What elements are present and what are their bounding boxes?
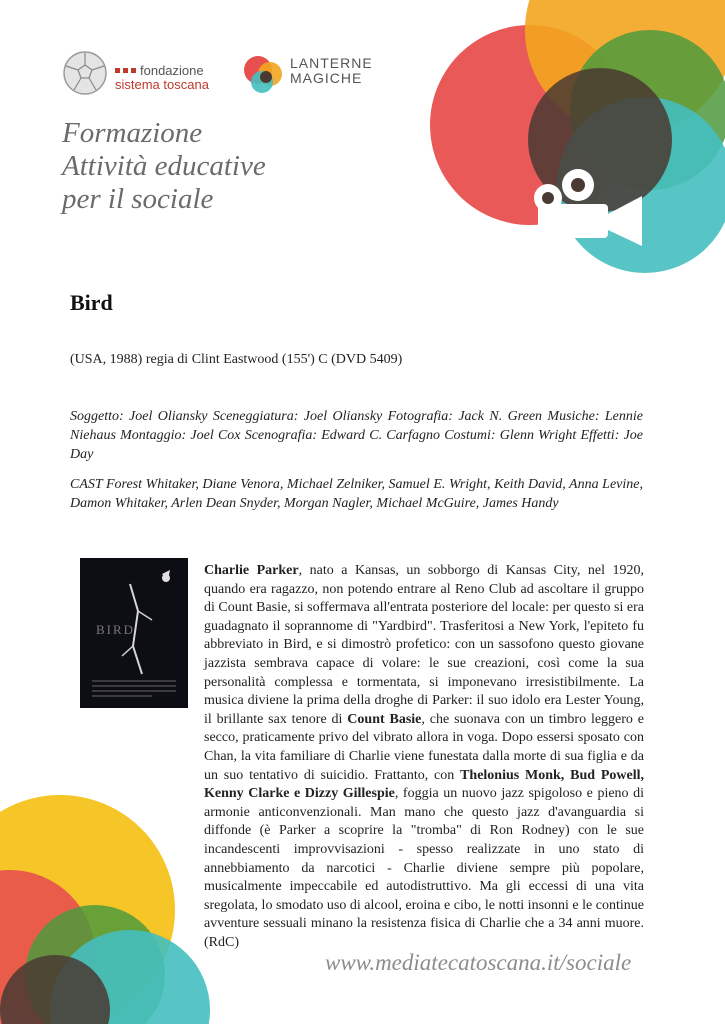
sistema-toscana-label: sistema toscana — [115, 77, 209, 92]
colorful-circles-icon — [240, 52, 286, 98]
section-title-line1: Formazione — [62, 117, 203, 149]
film-title: Bird — [70, 290, 113, 315]
section-title-line2: Attività educative — [62, 150, 266, 182]
magiche-label: MAGICHE — [290, 70, 363, 86]
fondazione-label: fondazione — [140, 63, 204, 78]
lanterne-label: LANTERNE — [290, 55, 373, 71]
decorative-circles-bottom — [0, 780, 230, 1024]
lanterne-magiche-logo — [240, 50, 380, 100]
synopsis — [204, 562, 644, 952]
film-credits: Soggetto: Joel Oliansky Sceneggiatura: Joel Oliansky Fotografia: Jack N. Green Musiche: Lennie Niehaus Montaggio: Joel Cox Scenografia: Edward C. Carfagno Costumi: Glenn Wright Effetti: Joe Day — [70, 409, 643, 462]
synopsis-bold-3: Thelonius Monk, Bud Powell, Kenny Clarke e Dizzy Gillespie — [204, 767, 644, 802]
section-title-line3: per il sociale — [62, 183, 214, 215]
squares-mark — [115, 68, 137, 74]
fondazione-logo — [62, 48, 212, 98]
synopsis-bold-2: Count Basie — [347, 711, 422, 727]
decorative-circles-top — [420, 0, 725, 280]
soccer-ball-icon — [62, 50, 108, 96]
movie-poster — [78, 556, 190, 714]
synopsis-text-1: , nato a Kansas, un sobborgo di Kansas City, nel 1920, quando era ragazzo, non potendo entrare al Reno Club ad ascoltare il gruppo di Count Basie, si soffermava all'entrata posteriore del locale: per questo si era guadagnato il soprannome di "Yardbird". Trasferitosi a New York, l'epiteto fu abbreviato in Bird, e si dimostrò profetico: con un sassofono questo giovane jazzista sembrava capace di volare: le sue creazioni, così come la sua personalità complessa e tormentata, si imponevano irresistibilmente. La musica diviene la prima della droghe di Parker: il suo idolo era Lester Young, il brillante sax tenore di — [204, 563, 644, 727]
synopsis-text-2: , che suonava con un timbro leggero e secco, praticamente privo del vibrato allora in voga. Dopo essersi sposato con Chan, la vita familiare di Charlie viene funestata dalla morte di sua figlia e da un suo tentativo di suicidio. Frattanto, con — [204, 711, 645, 783]
poster-title: BIRD — [96, 622, 136, 637]
footer-website-link[interactable]: www.mediatecatoscana.it/sociale — [325, 950, 632, 975]
film-cast: CAST Forest Whitaker, Diane Venora, Michael Zelniker, Samuel E. Wright, Keith David, Anna Levine, Damon Whitaker, Arlen Dean Snyder, Morgan Nagler, Michael McGuire, James Handy — [70, 477, 643, 511]
synopsis-text-3: , foggia un nuovo jazz spigoloso e pieno di armonie anticonvenzionali. Man mano che questo jazz d'avanguardia si diffonde (è Parker a scoprire la "tromba" di Ron Rodney) con le sue incandescenti improvvisazioni - spesso realizzate in uno stato di annebbiamento da narcotici - Charlie diviene sempre più popolare, musicalmente impeccabile ed autodistruttivo. Ma gli eccessi di una vita sregolata, lo smodato uso di alcool, eroina e cibo, le notti insonni e le continue avventure sessuali minano la resistenza fisica di Charlie che a 34 anni muore.(RdC) — [204, 786, 644, 950]
film-info: (USA, 1988) regia di Clint Eastwood (155') C (DVD 5409) — [70, 352, 403, 367]
section-title — [62, 117, 266, 216]
synopsis-bold-1: Charlie Parker — [204, 563, 299, 578]
